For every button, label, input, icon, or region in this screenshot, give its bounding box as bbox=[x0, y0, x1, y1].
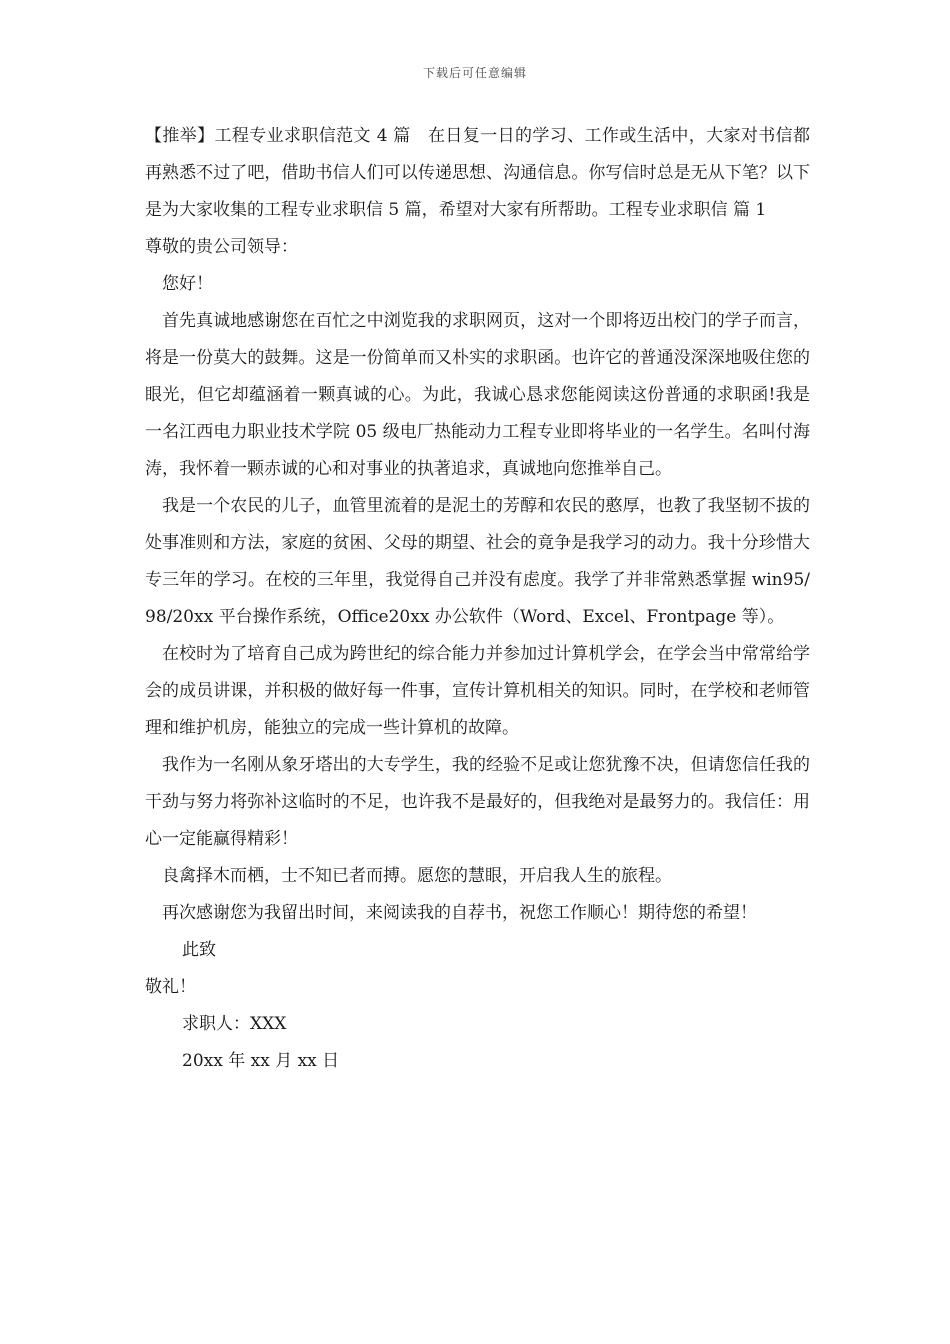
body-paragraph-6: 再次感谢您为我留出时间，来阅读我的自荐书，祝您工作顺心！期待您的希望！ bbox=[162, 903, 757, 923]
body-paragraph-5: 良禽择木而栖，士不知已者而搏。愿您的慧眼，开启我人生的旅程。 bbox=[162, 866, 672, 886]
salutation: 尊敬的贵公司领导： bbox=[145, 237, 298, 257]
closing-line-2: 敬礼！ bbox=[145, 977, 196, 997]
page-header: 下载后可任意编辑 bbox=[422, 66, 527, 80]
signature: 求职人：XXX bbox=[182, 1014, 287, 1034]
greeting: 您好！ bbox=[162, 274, 213, 294]
body-paragraph-2: 我是一个农民的儿子，血管里流着的是泥土的芳醇和农民的憨厚，也教了我坚韧不拔的处事准则和方法，家庭的贫困、父母的期望、社会的竟争是我学习的动力。我十分珍惜大专三年的学习。在校的三年里，我觉得自己并没有虑度。我学了并非常熟悉掌握 win95/98/20xx 平台操作系统，Office20xx 办公软件（Word、Excel、Frontpage 等）。 bbox=[145, 496, 810, 627]
body-paragraph-1: 首先真诚地感谢您在百忙之中浏览我的求职网页，这对一个即将迈出校门的学子而言，将是一份莫大的鼓舞。这是一份简单而又朴实的求职函。也许它的普通没深深地吸住您的眼光，但它却蕴涵着一颗真诚的心。为此，我诚心恳求您能阅读这份普通的求职函!我是一名江西电力职业技术学院 05 级电厂热能动力工程专业即将毕业的一名学生。名叫付海涛，我怀着一颗赤诚的心和对事业的执著追求，真诚地向您推举自己。 bbox=[145, 311, 810, 479]
body-paragraph-4: 我作为一名刚从象牙塔出的大专学生，我的经验不足或让您犹豫不决，但请您信任我的干劲与努力将弥补这临时的不足，也许我不是最好的，但我绝对是最努力的。我信任：用心一定能赢得精彩！ bbox=[145, 755, 810, 849]
intro-paragraph: 【推举】工程专业求职信范文 4 篇 在日复一日的学习、工作或生活中，大家对书信都再熟悉不过了吧，借助书信人们可以传递思想、沟通信息。你写信时总是无从下笔？以下是为大家收集的工程专业求职信 5 篇，希望对大家有所帮助。工程专业求职信 篇 1 bbox=[145, 126, 810, 220]
closing-line-1: 此致 bbox=[182, 940, 216, 960]
body-paragraph-3: 在校时为了培育自己成为跨世纪的综合能力并参加过计算机学会，在学会当中常常给学会的成员讲课，并积极的做好每一件事，宣传计算机相关的知识。同时，在学校和老师管理和维护机房，能独立的完成一些计算机的故障。 bbox=[145, 644, 810, 738]
date-line: 20xx 年 xx 月 xx 日 bbox=[182, 1051, 340, 1071]
letter-body bbox=[145, 118, 810, 1080]
